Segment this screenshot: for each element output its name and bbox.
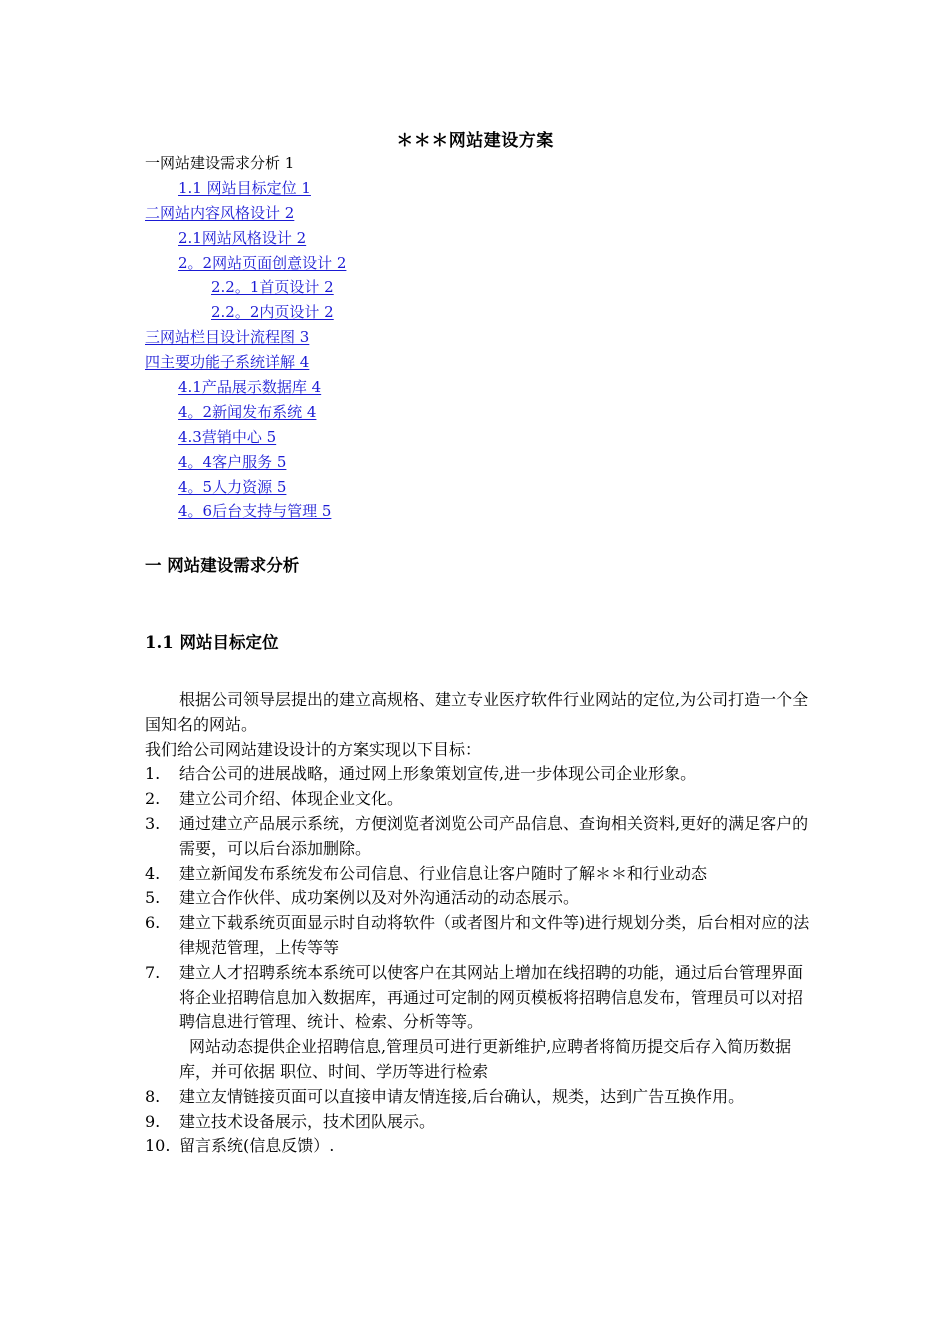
list-number: 1. (145, 764, 161, 784)
toc-item[interactable]: 1.1 网站目标定位 1 (178, 178, 311, 197)
list-item (145, 961, 815, 1035)
toc-item[interactable]: 4。6后台支持与管理 5 (178, 502, 332, 521)
list-item (145, 1134, 815, 1159)
toc-item[interactable]: 2.1网站风格设计 2 (178, 228, 307, 247)
subsection-heading: 1.1 网站目标定位 (145, 633, 279, 652)
list-item (145, 911, 815, 961)
list-number: 2. (145, 789, 161, 809)
toc-item[interactable]: 四主要功能子系统详解 4 (145, 353, 310, 372)
list-item (145, 1110, 815, 1135)
list-item-text: 建立新闻发布系统发布公司信息、行业信息让客户随时了解＊＊和行业动态 (179, 863, 708, 883)
list-number: 4. (145, 863, 161, 883)
toc-item[interactable]: 一网站建设需求分析 1 (145, 154, 295, 172)
toc-item[interactable]: 4。4客户服务 5 (178, 452, 287, 471)
list-item (145, 1085, 815, 1110)
list-item-text: 建立公司介绍、体现企业文化。 (179, 789, 404, 809)
toc-item[interactable]: 三网站栏目设计流程图 3 (145, 328, 310, 347)
section-heading: 一 网站建设需求分析 (145, 556, 300, 575)
list-number: 7. (145, 962, 161, 982)
table-of-contents (145, 151, 845, 524)
list-item (145, 762, 815, 787)
list-item-text: 网站动态提供企业招聘信息,管理员可进行更新维护,应聘者将简历提交后存入简历数据库，并可依据 职位、时间、学历等进行检索 (179, 1037, 792, 1081)
intro-paragraph: 根据公司领导层提出的建立高规格、建立专业医疗软件行业网站的定位,为公司打造一个全国知名的网站。 (145, 690, 809, 734)
list-item (145, 862, 815, 887)
list-item-text: 建立合作伙伴、成功案例以及对外沟通活动的动态展示。 (179, 888, 580, 908)
list-item-text: 留言系统(信息反馈）. (179, 1136, 335, 1156)
toc-item[interactable]: 二网站内容风格设计 2 (145, 203, 295, 222)
list-item (145, 787, 815, 812)
list-number: 10. (145, 1136, 171, 1156)
list-item (145, 886, 815, 911)
toc-item[interactable]: 4.1产品展示数据库 4 (178, 378, 322, 397)
list-number: 8. (145, 1086, 161, 1106)
list-number: 5. (145, 888, 161, 908)
goals-intro: 我们给公司网站建设设计的方案实现以下目标： (145, 739, 482, 759)
list-item-text: 结合公司的进展战略，通过网上形象策划宣传,进一步体现公司企业形象。 (179, 764, 697, 784)
list-item (145, 812, 815, 862)
list-item-text: 建立友情链接页面可以直接申请友情连接,后台确认，规类，达到广告互换作用。 (179, 1086, 745, 1106)
document-title: ＊＊＊网站建设方案 (396, 131, 554, 151)
list-number: 6. (145, 913, 161, 933)
list-number: 3. (145, 813, 161, 833)
toc-item[interactable]: 2。2网站页面创意设计 2 (178, 253, 347, 272)
toc-item[interactable]: 4。2新闻发布系统 4 (178, 402, 317, 421)
list-item-text: 建立技术设备展示，技术团队展示。 (179, 1111, 436, 1131)
section-body (145, 688, 815, 1159)
toc-item[interactable]: 2.2。1首页设计 2 (211, 278, 334, 297)
list-item-text: 建立下载系统页面显示时自动将软件（或者图片和文件等)进行规划分类，后台相对应的法律规范管理，上传等等 (179, 913, 810, 957)
goals-list (145, 762, 815, 1159)
list-item-text: 建立人才招聘系统本系统可以使客户在其网站上增加在线招聘的功能，通过后台管理界面将企业招聘信息加入数据库，再通过可定制的网页模板将招聘信息发布，管理员可以对招聘信息进行管理、统计、检索、分析等等。 (179, 962, 804, 1032)
list-item-text: 通过建立产品展示系统，方便浏览者浏览公司产品信息、查询相关资料,更好的满足客户的需要，可以后台添加删除。 (179, 813, 809, 858)
toc-item[interactable]: 4.3营销中心 5 (178, 427, 277, 446)
toc-item[interactable]: 4。5人力资源 5 (178, 477, 287, 496)
list-item-continuation (145, 1035, 815, 1085)
toc-item[interactable]: 2.2。2内页设计 2 (211, 303, 334, 322)
list-number: 9. (145, 1111, 161, 1131)
